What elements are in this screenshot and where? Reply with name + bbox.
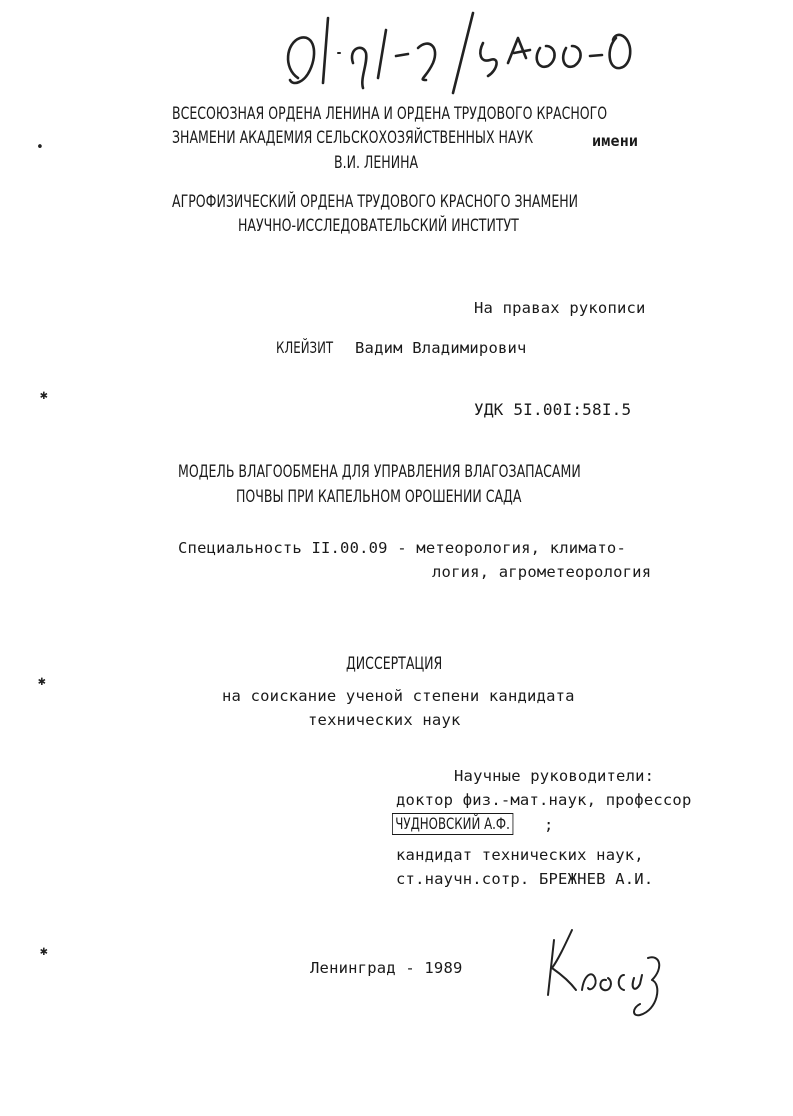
academy-line-2 [172, 128, 612, 148]
handwritten-archive-number [268, 8, 648, 103]
margin-mark: ✱ [40, 388, 48, 403]
institute-line-2: НАУЧНО-ИССЛЕДОВАТЕЛЬСКИЙ ИНСТИТУТ [238, 216, 519, 236]
margin-mark: • [36, 140, 44, 155]
handwritten-signature [540, 920, 670, 1030]
supervisor-1-name-line [392, 813, 540, 835]
supervisor-2-title: кандидат технических наук, [396, 846, 644, 864]
supervisor-2-name: ст.научн.сотр. БРЕЖНЕВ А.И. [396, 870, 654, 888]
academy-line-1: ВСЕСОЮЗНАЯ ОРДЕНА ЛЕНИНА И ОРДЕНА ТРУДОВОГО КРАСНОГО [172, 104, 608, 124]
document-type: ДИССЕРТАЦИЯ [346, 654, 443, 674]
author-given-names: Вадим Владимирович [355, 339, 527, 357]
manuscript-rights: На правах рукописи [474, 299, 646, 317]
place-and-year: Ленинград - 1989 [310, 959, 463, 977]
author-name [276, 338, 346, 358]
institute-line-1: АГРОФИЗИЧЕСКИЙ ОРДЕНА ТРУДОВОГО КРАСНОГО ЗНАМЕНИ [172, 192, 579, 212]
supervisor-1-name-boxed: ЧУДНОВСКИЙ А.Ф. [392, 813, 513, 835]
academy-line-2-tail: имени [592, 132, 639, 150]
margin-mark: ✱ [40, 944, 48, 959]
academy-line-2-caps: ЗНАМЕНИ АКАДЕМИЯ СЕЛЬСКОХОЗЯЙСТВЕННЫХ НАУК [172, 128, 534, 148]
degree-line-1: на соискание ученой степени кандидата [222, 687, 575, 705]
specialty-line-1: Специальность II.00.09 - метеорология, климато- [178, 539, 626, 557]
supervisors-heading: Научные руководители: [454, 767, 655, 785]
dissertation-title-line-2: ПОЧВЫ ПРИ КАПЕЛЬНОМ ОРОШЕНИИ САДА [236, 487, 522, 507]
margin-mark: ✱ [38, 674, 46, 689]
udc-code: УДК 5I.00I:58I.5 [474, 400, 632, 419]
author-surname: КЛЕЙЗИТ [276, 338, 334, 357]
supervisor-1-separator: ; [544, 816, 554, 834]
academy-line-3: В.И. ЛЕНИНА [334, 153, 419, 173]
supervisor-1-title: доктор физ.-мат.наук, профессор [396, 791, 692, 809]
dissertation-title-line-1: МОДЕЛЬ ВЛАГООБМЕНА ДЛЯ УПРАВЛЕНИЯ ВЛАГОЗАПАСАМИ [178, 462, 581, 482]
specialty-line-2: логия, агрометеорология [432, 563, 652, 581]
degree-line-2: технических наук [308, 711, 461, 729]
